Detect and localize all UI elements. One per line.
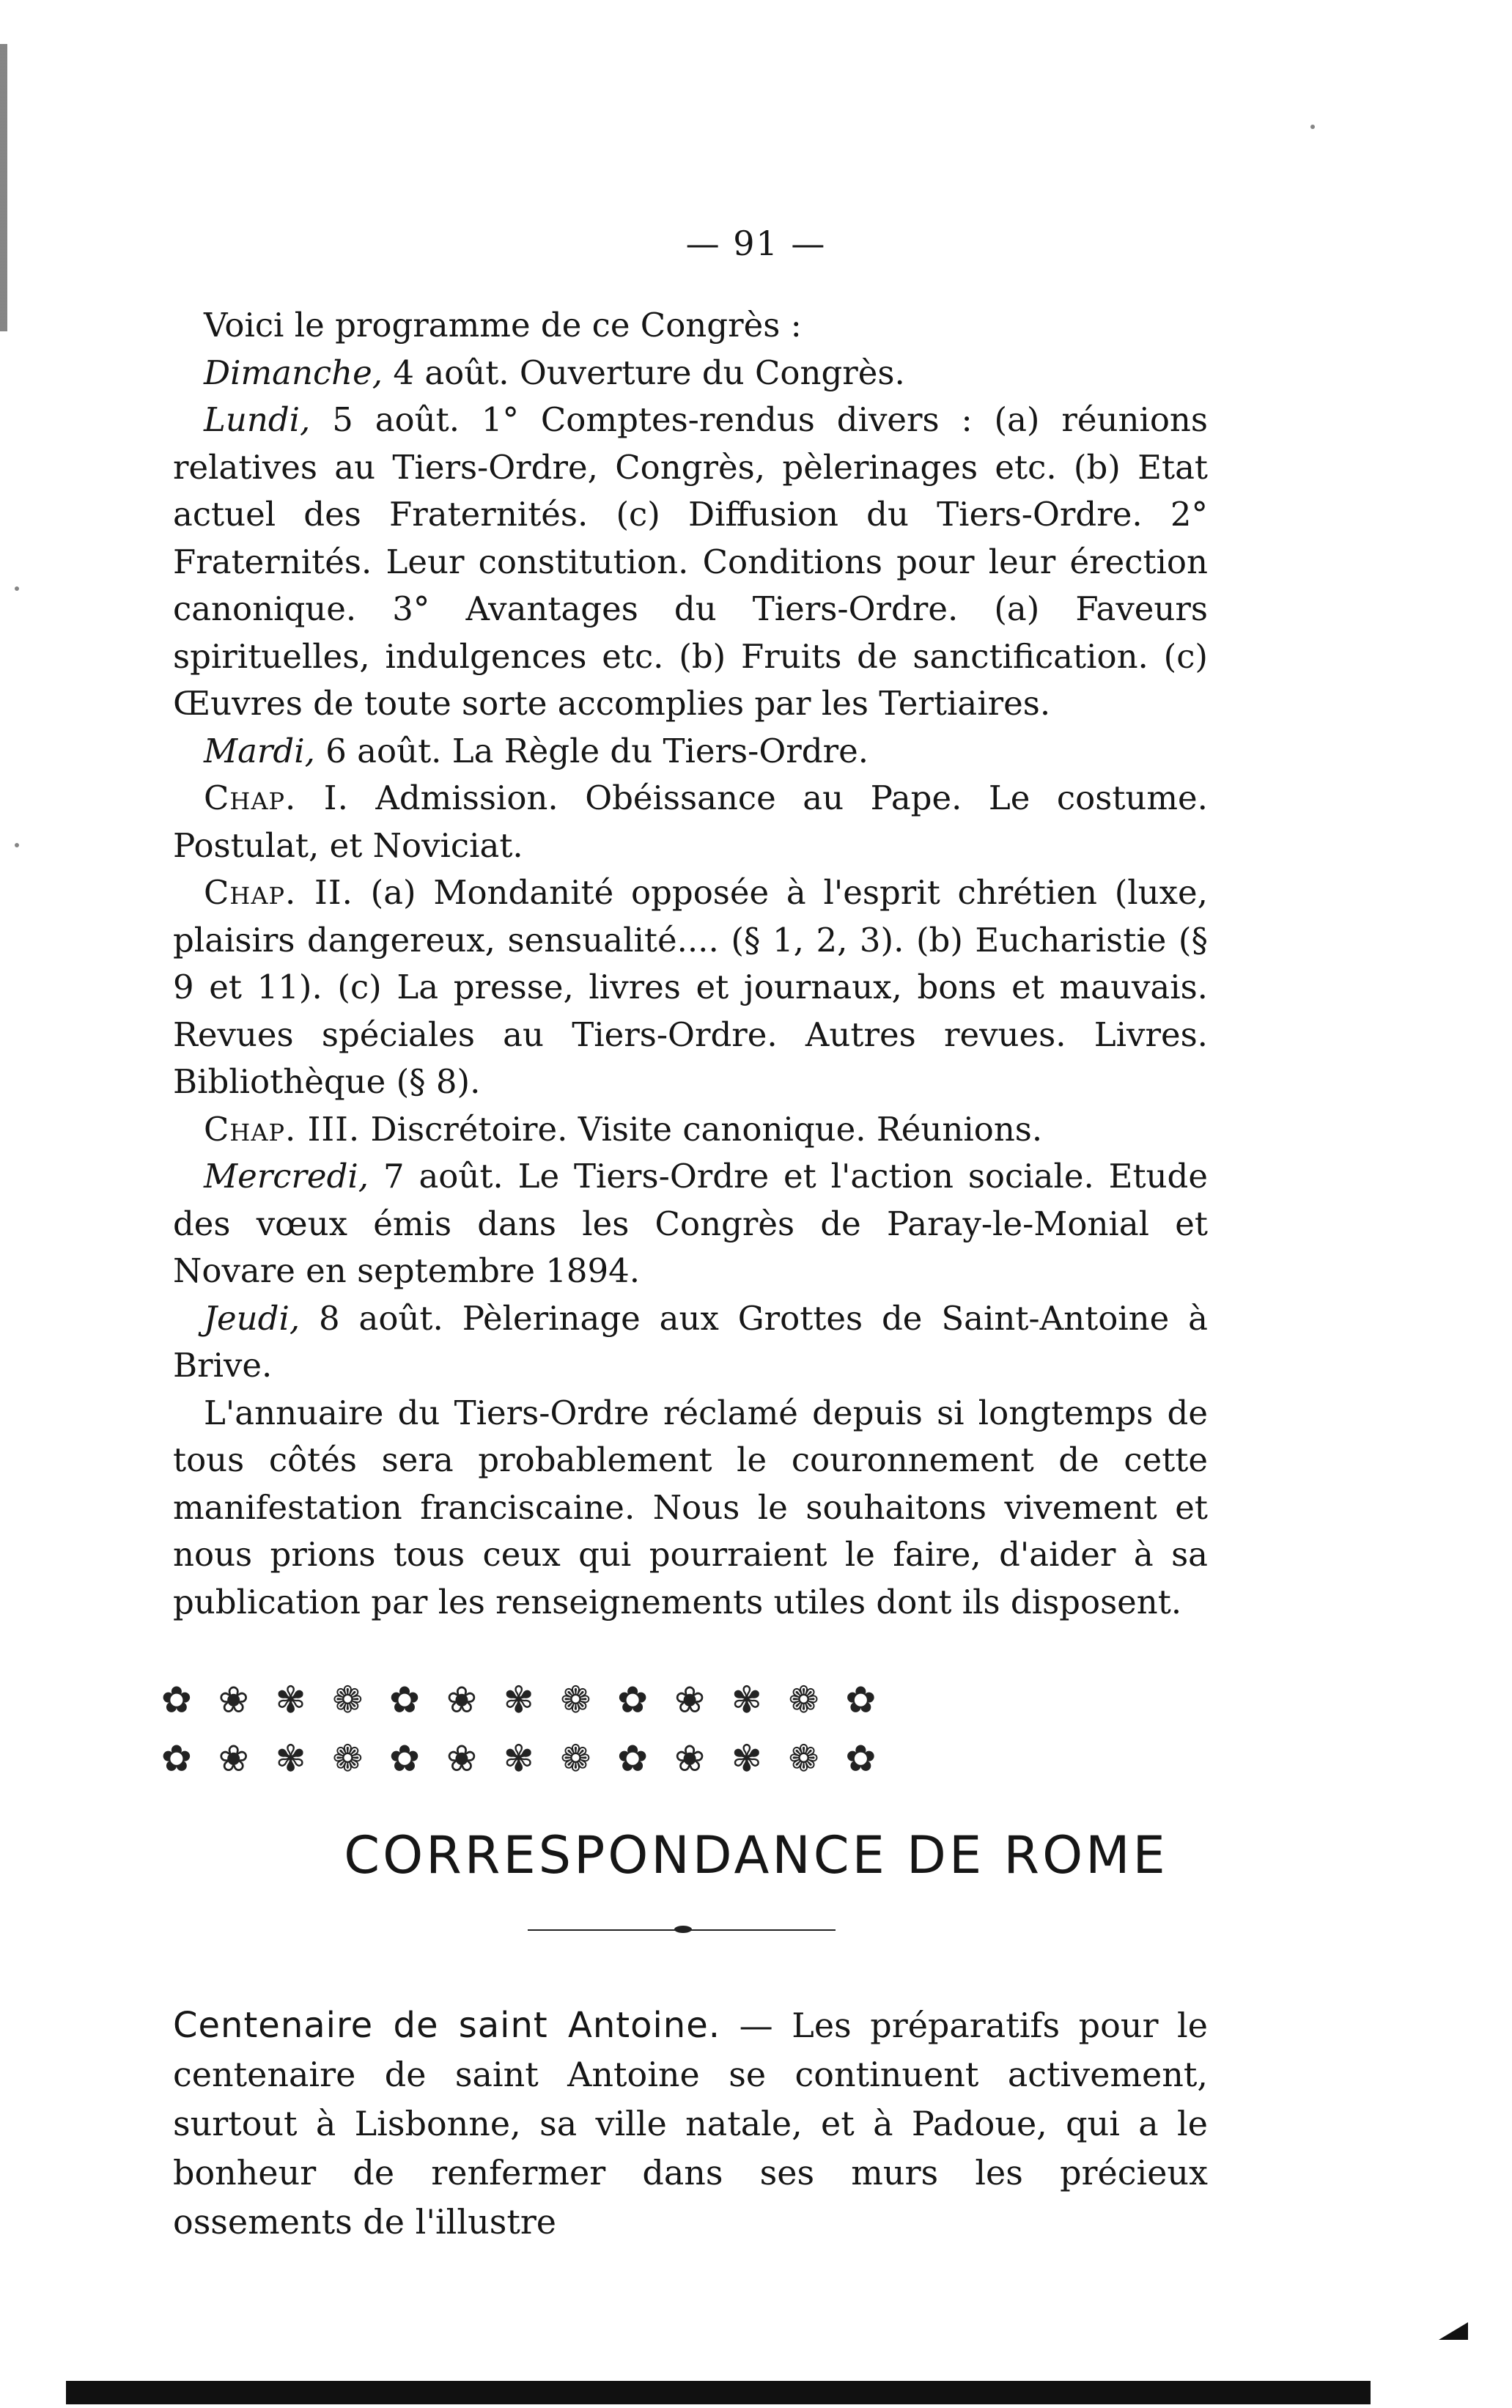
paragraph-chap-3: Chap. III. Discrétoire. Visite canonique. Réunions. — [204, 1109, 1043, 1149]
paragraph-dimanche: Dimanche, 4 août. Ouverture du Congrès. — [204, 353, 905, 392]
paragraph-annuaire: L'annuaire du Tiers-Ordre réclamé depuis si longtemps de tous côtés sera probablement le couronnement de cette manifestation franciscaine. Nous le souhaitons vivement et nous prions tous ceux qui pourraient le faire, d'aider à sa publication par les renseignements utiles dont ils disposent. — [173, 1393, 1208, 1621]
paragraph-lundi: Lundi, 5 août. 1° Comptes-rendus divers : (a) réunions relatives au Tiers-Ordre, Congrès, pèlerinages etc. (b) Etat actuel des Fraternités. (c) Diffusion du Tiers-Ordre. 2° Fraternités. Leur constitution. Conditions pour leur érection canonique. 3° Avantages du Tiers-Ordre. (a) Faveurs spirituelles, indulgences etc. (b) Fruits de sanctification. (c) Œuvres de toute sorte accomplies par les Tertiaires. — [173, 400, 1208, 723]
paragraph-chap-2: Chap. II. (a) Mondanité opposée à l'esprit chrétien (luxe, plaisirs dangereux, sensualité.... (§ 1, 2, 3). (b) Eucharistie (§ 9 et 11). (c) La presse, livres et journaux, bons et mauvais. Revues spéciales au Tiers-Ordre. Autres revues. Livres. Bibliothèque (§ 8). — [173, 873, 1208, 1101]
scan-bottom-edge — [66, 2381, 1371, 2404]
correspondence-paragraph — [173, 2001, 1208, 2247]
decorative-ornament-band-bottom: ✿ ❀ ✾ ❁ ✿ ❀ ✾ ❁ ✿ ❀ ✾ ❁ ✿ — [161, 1737, 884, 1780]
paragraph-mardi: Mardi, 6 août. La Règle du Tiers-Ordre. — [204, 731, 869, 770]
correspondence-heading: Centenaire de saint Antoine. — [173, 2005, 720, 2046]
page-number: — 91 — — [685, 224, 827, 263]
scan-speck — [15, 586, 19, 591]
paragraph-jeudi: Jeudi, 8 août. Pèlerinage aux Grottes de Saint-Antoine à Brive. — [173, 1298, 1208, 1385]
correspondence-dash: — — [720, 2006, 792, 2045]
title-rule-ornament — [528, 1928, 836, 1932]
scan-speck — [1310, 125, 1315, 129]
decorative-ornament-band-top: ✿ ❀ ✾ ❁ ✿ ❀ ✾ ❁ ✿ ❀ ✾ ❁ ✿ — [161, 1679, 884, 1721]
program-text — [173, 302, 1208, 1626]
scan-corner-mark — [1439, 2322, 1468, 2340]
scan-speck — [15, 843, 19, 847]
section-title: CORRESPONDANCE DE ROME — [344, 1825, 1168, 1885]
paragraph-intro: Voici le programme de ce Congrès : — [204, 306, 802, 345]
rule-center-dot — [674, 1926, 692, 1933]
correspondence-body: Les préparatifs pour le centenaire de saint Antoine se continuent activement, surtout à Lisbonne, sa ville natale, et à Padoue, qui a le bonheur de renfermer dans ses murs les précieux ossements de l'illustre — [173, 2006, 1208, 2242]
paragraph-mercredi: Mercredi, 7 août. Le Tiers-Ordre et l'action sociale. Etude des vœux émis dans les Congrès de Paray-le-Monial et Novare en septembre 1894. — [173, 1157, 1208, 1290]
paragraph-chap-1: Chap. I. Admission. Obéissance au Pape. Le costume. Postulat, et Noviciat. — [173, 778, 1208, 865]
